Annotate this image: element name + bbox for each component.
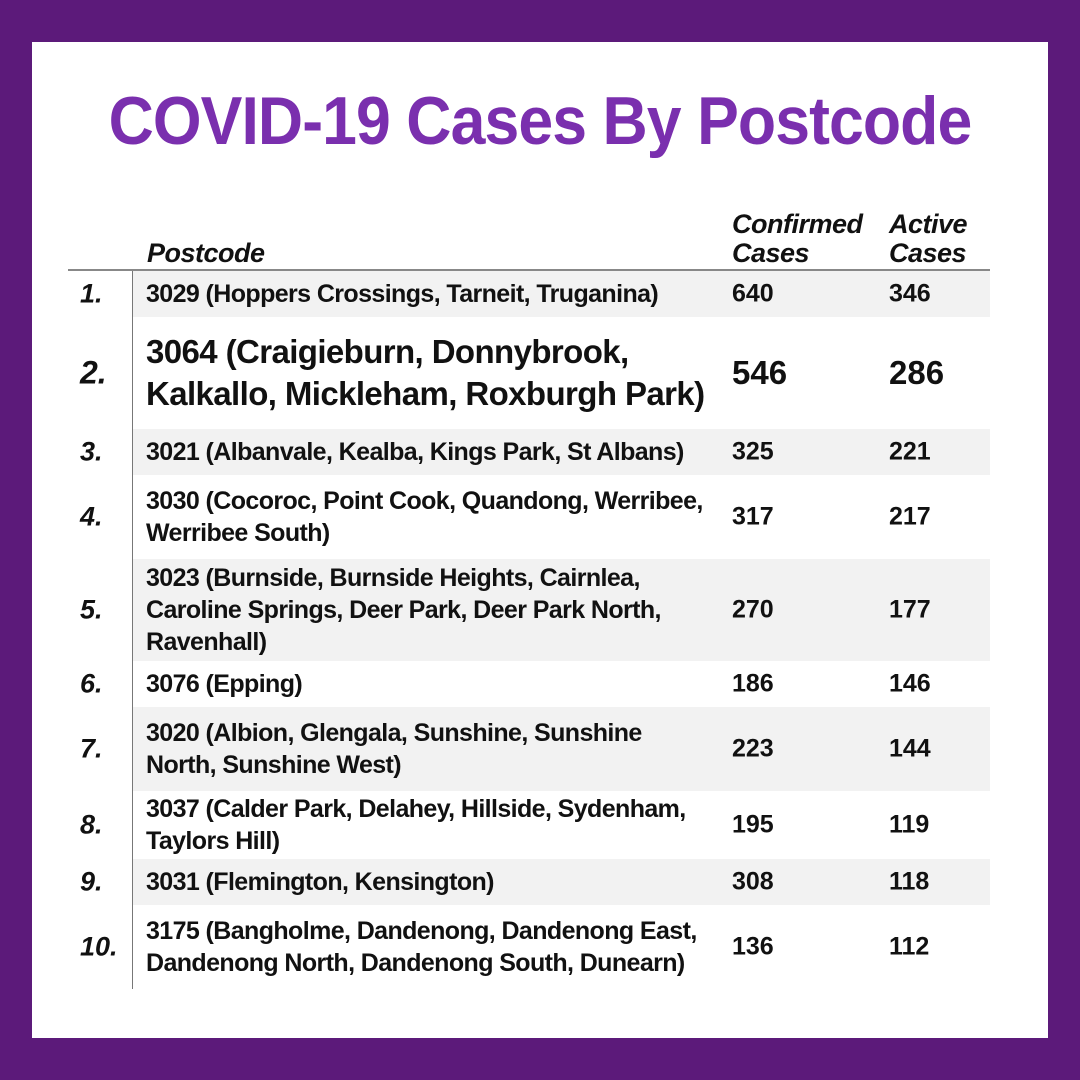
row-confirmed: 325 bbox=[732, 437, 774, 466]
row-active: 346 bbox=[889, 279, 931, 308]
table-row bbox=[68, 661, 990, 707]
row-confirmed: 270 bbox=[732, 595, 774, 624]
row-rank: 9. bbox=[80, 866, 103, 897]
header-active-cases bbox=[889, 210, 967, 268]
row-rank: 7. bbox=[80, 733, 103, 764]
row-rank: 8. bbox=[80, 809, 103, 840]
page-title: COVID-19 Cases By Postcode bbox=[108, 83, 972, 159]
row-active: 286 bbox=[889, 354, 945, 391]
row-active: 221 bbox=[889, 437, 931, 466]
row-postcode: 3037 (Calder Park, Delahey, Hillside, Sydenham, Taylors Hill) bbox=[146, 795, 686, 855]
header-confirmed-cases bbox=[732, 210, 863, 268]
row-confirmed: 546 bbox=[732, 354, 788, 391]
table-row bbox=[68, 859, 990, 905]
row-rank: 4. bbox=[80, 501, 103, 532]
row-postcode: 3021 (Albanvale, Kealba, Kings Park, St Albans) bbox=[146, 438, 684, 466]
table-row bbox=[68, 429, 990, 475]
content-card bbox=[32, 42, 1048, 1038]
row-confirmed: 195 bbox=[732, 810, 774, 839]
row-rank: 3. bbox=[80, 436, 103, 467]
table-row bbox=[68, 271, 990, 317]
table-row bbox=[68, 559, 990, 661]
row-active: 177 bbox=[889, 595, 931, 624]
row-active: 118 bbox=[889, 867, 930, 896]
row-active: 144 bbox=[889, 734, 931, 763]
row-postcode: 3076 (Epping) bbox=[146, 670, 303, 698]
table-row bbox=[68, 475, 990, 559]
row-rank: 6. bbox=[80, 668, 103, 699]
row-confirmed: 308 bbox=[732, 867, 774, 896]
row-confirmed: 186 bbox=[732, 669, 774, 698]
row-postcode: 3020 (Albion, Glengala, Sunshine, Sunshine North, Sunshine West) bbox=[146, 719, 642, 779]
row-postcode: 3031 (Flemington, Kensington) bbox=[146, 868, 494, 896]
header-confirmed-line1: Confirmed bbox=[732, 209, 863, 239]
header-confirmed-line2: Cases bbox=[732, 238, 810, 268]
row-rank: 10. bbox=[80, 931, 118, 962]
row-rank: 5. bbox=[80, 594, 103, 625]
header-active-line2: Cases bbox=[889, 238, 967, 268]
row-postcode: 3175 (Bangholme, Dandenong, Dandenong East, Dandenong North, Dandenong South, Dunearn) bbox=[146, 917, 697, 977]
row-active: 112 bbox=[889, 932, 930, 961]
table-row bbox=[68, 791, 990, 859]
row-postcode: 3064 (Craigieburn, Donnybrook, Kalkallo, Mickleham, Roxburgh Park) bbox=[146, 333, 705, 412]
row-postcode: 3030 (Cocoroc, Point Cook, Quandong, Werribee, Werribee South) bbox=[146, 487, 703, 547]
row-rank: 2. bbox=[80, 354, 107, 391]
row-postcode: 3023 (Burnside, Burnside Heights, Cairnlea, Caroline Springs, Deer Park, Deer Park North, Ravenhall) bbox=[146, 564, 661, 656]
row-active: 146 bbox=[889, 669, 931, 698]
row-confirmed: 640 bbox=[732, 279, 774, 308]
table-row bbox=[68, 707, 990, 791]
table-row bbox=[68, 317, 990, 429]
row-active: 217 bbox=[889, 502, 931, 531]
row-active: 119 bbox=[889, 810, 930, 839]
row-confirmed: 223 bbox=[732, 734, 774, 763]
row-confirmed: 136 bbox=[732, 932, 774, 961]
row-rank: 1. bbox=[80, 278, 103, 309]
row-postcode: 3029 (Hoppers Crossings, Tarneit, Truganina) bbox=[146, 280, 659, 308]
header-postcode: Postcode bbox=[147, 238, 265, 268]
table-row bbox=[68, 905, 990, 989]
header-active-line1: Active bbox=[889, 209, 968, 239]
row-confirmed: 317 bbox=[732, 502, 774, 531]
